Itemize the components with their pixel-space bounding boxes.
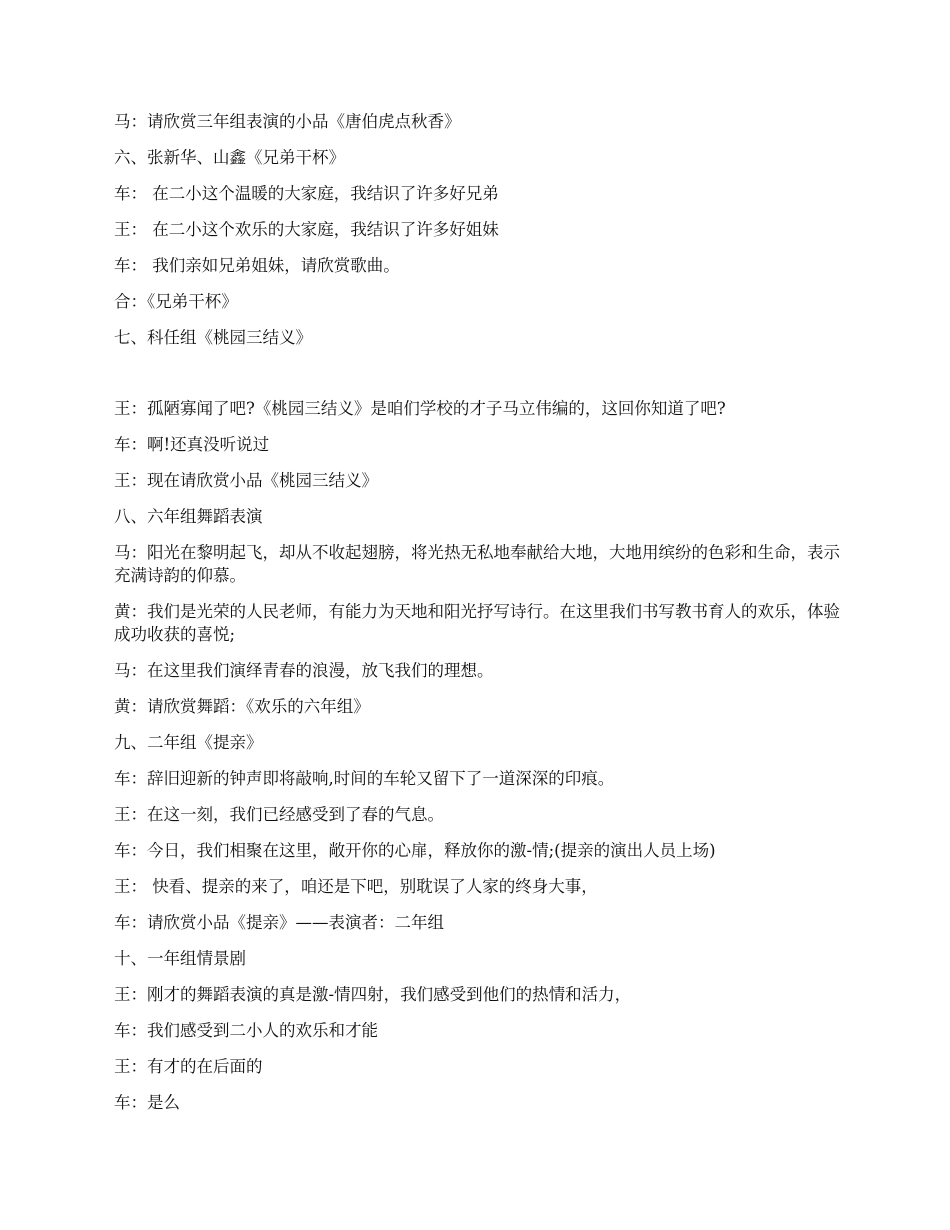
section-heading: 十、一年组情景剧 bbox=[114, 949, 246, 968]
script-line: 车：是么 bbox=[114, 1093, 180, 1112]
script-line: 车：我们感受到二小人的欢乐和才能 bbox=[114, 1021, 378, 1040]
script-line: 车： 我们亲如兄弟姐妹，请欣赏歌曲。 bbox=[114, 256, 400, 275]
script-line: 王： 在二小这个欢乐的大家庭，我结识了许多好姐妹 bbox=[114, 220, 499, 239]
section-heading: 六、张新华、山鑫《兄弟干杯》 bbox=[114, 148, 345, 167]
script-line: 马：在这里我们演绎青春的浪漫，放飞我们的理想。 bbox=[114, 661, 494, 680]
script-line: 合：《兄弟干杯》 bbox=[114, 292, 238, 311]
script-line: 王：有才的在后面的 bbox=[114, 1057, 263, 1076]
script-line: 车：啊!还真没听说过 bbox=[114, 435, 270, 454]
script-line: 车：请欣赏小品《提亲》——表演者：二年组 bbox=[114, 913, 444, 932]
document-body bbox=[114, 110, 844, 1127]
section-heading: 七、科任组《桃园三结义》 bbox=[114, 328, 312, 347]
script-line: 车： 在二小这个温暖的大家庭，我结识了许多好兄弟 bbox=[114, 184, 499, 203]
script-line: 王：现在请欣赏小品《桃园三结义》 bbox=[114, 471, 378, 490]
section-heading: 八、六年组舞蹈表演 bbox=[114, 507, 263, 526]
script-line: 黄：请欣赏舞蹈：《欢乐的六年组》 bbox=[114, 697, 370, 716]
section-heading: 九、二年组《提亲》 bbox=[114, 733, 263, 752]
script-line: 马：请欣赏三年组表演的小品《唐伯虎点秋香》 bbox=[114, 112, 461, 131]
script-line: 王：刚才的舞蹈表演的真是激-情四射，我们感受到他们的热情和活力， bbox=[114, 985, 632, 1004]
script-line: 黄：我们是光荣的人民老师，有能力为天地和阳光抒写诗行。在这里我们书写教书育人的欢乐，体验成功收获的喜悦; bbox=[114, 602, 840, 644]
script-line: 马：阳光在黎明起飞，却从不收起翅膀，将光热无私地奉献给大地，大地用缤纷的色彩和生命，表示充满诗韵的仰慕。 bbox=[114, 543, 840, 585]
script-line: 王： 快看、提亲的来了，咱还是下吧，别耽误了人家的终身大事， bbox=[114, 877, 598, 896]
script-line: 王：在这一刻，我们已经感受到了春的气息。 bbox=[114, 805, 444, 824]
script-line: 王：孤陋寡闻了吧?《桃园三结义》是咱们学校的才子马立伟编的，这回你知道了吧? bbox=[114, 399, 726, 418]
script-line: 车：辞旧迎新的钟声即将敲响,时间的车轮又留下了一道深深的印痕。 bbox=[114, 769, 615, 788]
script-line: 车：今日，我们相聚在这里，敞开你的心扉，释放你的激-情;(提亲的演出人员上场) bbox=[114, 841, 716, 860]
